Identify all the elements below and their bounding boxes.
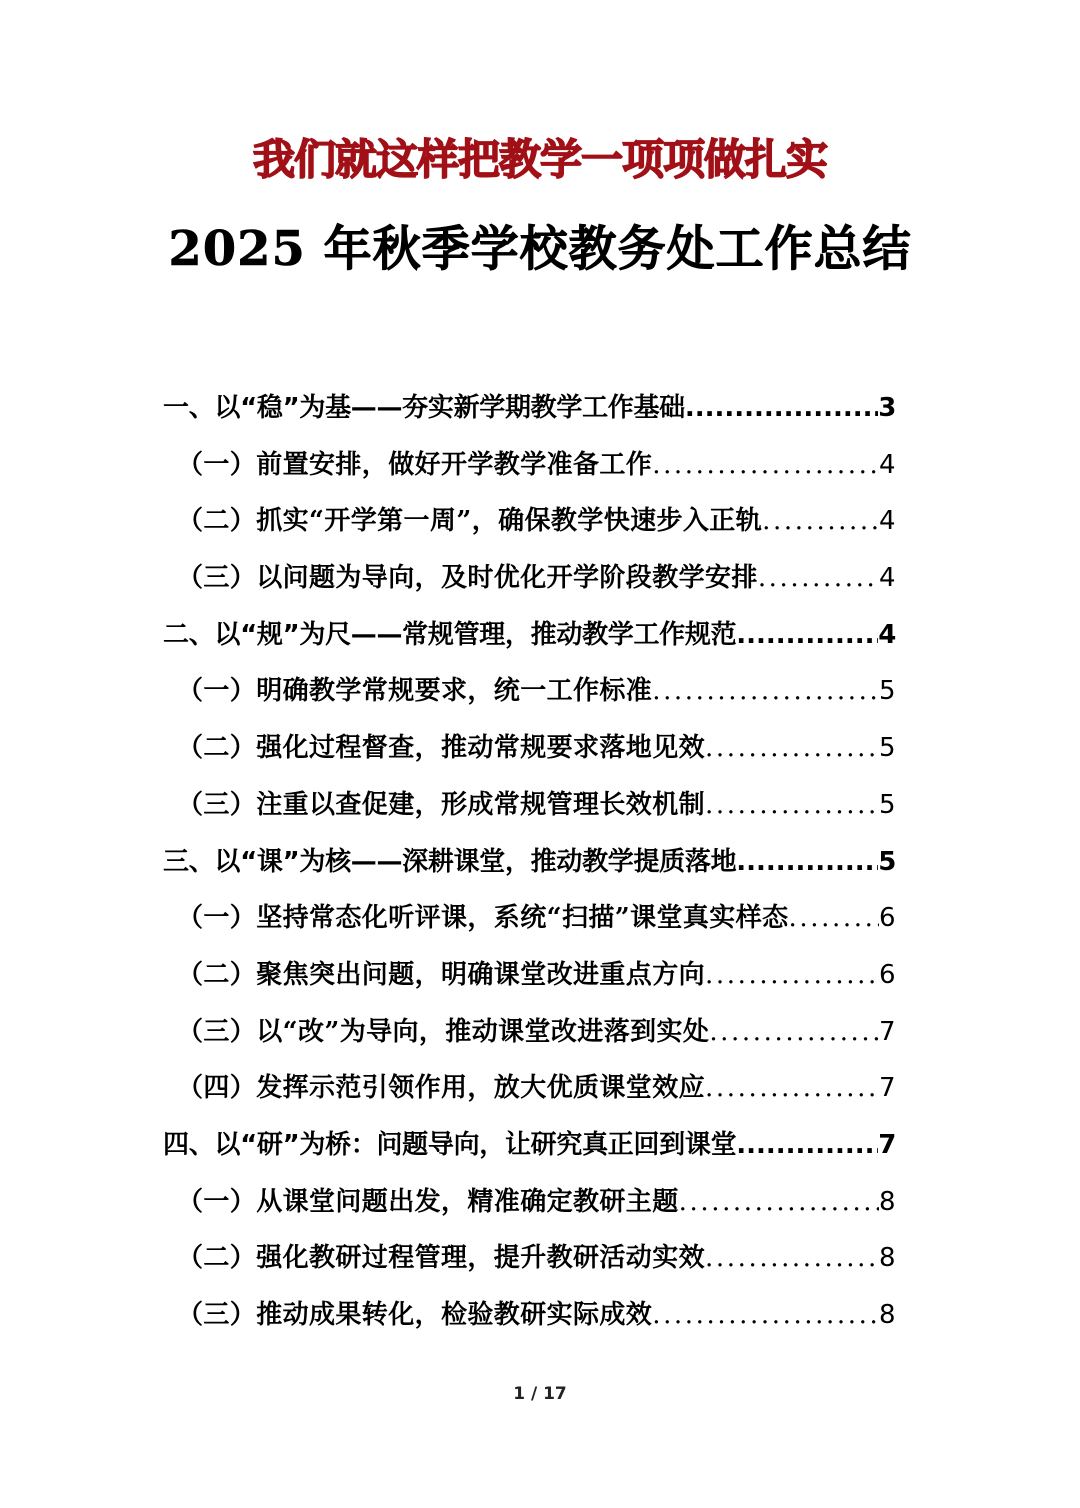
- toc-page-number: 4: [879, 563, 896, 594]
- toc-dot-leader: [758, 550, 879, 607]
- toc-entry[interactable]: [163, 1230, 896, 1287]
- toc-entry-text: （二）抓实“开学第一周”，确保教学快速步入正轨: [177, 506, 763, 537]
- toc-entry[interactable]: [163, 947, 896, 1004]
- toc-page-number: 4: [879, 449, 896, 480]
- toc-entry-text: （一）明确教学常规要求，统一工作标准: [177, 676, 653, 707]
- toc-entry[interactable]: [163, 607, 896, 664]
- toc-page-number: 5: [878, 846, 896, 877]
- toc-entry-text: 四、以“研”为桥：问题导向，让研究真正回到课堂: [163, 1129, 737, 1160]
- toc-dot-leader: [652, 437, 879, 494]
- toc-entry[interactable]: [163, 550, 896, 607]
- document-title: 2025 年秋季学校教务处工作总结: [168, 221, 912, 277]
- toc-dot-leader: [652, 1287, 879, 1344]
- toc-entry-text: 二、以“规”为尺——常规管理，推动教学工作规范: [163, 619, 737, 650]
- toc-page-number: 4: [878, 619, 896, 650]
- toc-page-number: 6: [879, 959, 896, 990]
- toc-entry[interactable]: [163, 1117, 896, 1174]
- table-of-contents: [163, 380, 896, 1344]
- toc-page-number: 5: [879, 733, 896, 764]
- toc-entry-text: （四）发挥示范引领作用，放大优质课堂效应: [177, 1073, 706, 1104]
- toc-page-number: 8: [879, 1186, 896, 1217]
- toc-entry-text: （二）强化教研过程管理，提升教研活动实效: [177, 1243, 706, 1274]
- page-indicator: 1 / 17: [513, 1384, 567, 1404]
- toc-entry[interactable]: [163, 890, 896, 947]
- toc-dot-leader: [705, 1060, 879, 1117]
- toc-page-number: 7: [879, 1016, 896, 1047]
- toc-page-number: 5: [879, 789, 896, 820]
- toc-dot-leader: [705, 1230, 879, 1287]
- toc-entry[interactable]: [163, 834, 896, 891]
- toc-dot-leader: [652, 663, 879, 720]
- toc-dot-leader: [705, 947, 879, 1004]
- toc-entry[interactable]: [163, 777, 896, 834]
- toc-dot-leader: [679, 1174, 879, 1231]
- toc-entry-text: （二）强化过程督查，推动常规要求落地见效: [177, 733, 706, 764]
- toc-dot-leader: [736, 834, 878, 891]
- toc-entry-text: （一）从课堂问题出发，精准确定教研主题: [177, 1186, 679, 1217]
- toc-entry[interactable]: [163, 1287, 896, 1344]
- toc-page-number: 5: [879, 676, 896, 707]
- toc-dot-leader: [685, 380, 878, 437]
- toc-dot-leader: [709, 1004, 879, 1061]
- toc-page-number: 8: [879, 1243, 896, 1274]
- toc-entry[interactable]: [163, 720, 896, 777]
- toc-page-number: 7: [879, 1073, 896, 1104]
- toc-entry-text: （一）前置安排，做好开学教学准备工作: [177, 449, 653, 480]
- toc-page-number: 8: [879, 1300, 896, 1330]
- toc-dot-leader: [736, 1117, 878, 1174]
- toc-dot-leader: [762, 493, 879, 550]
- toc-page-number: 7: [878, 1129, 896, 1160]
- toc-entry-text: （三）注重以查促建，形成常规管理长效机制: [177, 789, 706, 820]
- toc-entry[interactable]: [163, 1174, 896, 1231]
- toc-dot-leader: [705, 777, 879, 834]
- toc-page-number: 4: [879, 506, 896, 537]
- toc-dot-leader: [705, 720, 879, 777]
- toc-entry-text: 三、以“课”为核——深耕课堂，推动教学提质落地: [163, 846, 737, 877]
- toc-entry[interactable]: [163, 493, 896, 550]
- document-subtitle: 我们就这样把教学一项项做扎实: [252, 135, 827, 184]
- toc-entry[interactable]: [163, 1060, 896, 1117]
- toc-entry-text: （二）聚焦突出问题，明确课堂改进重点方向: [177, 959, 706, 990]
- toc-entry-text: （一）坚持常态化听评课，系统“扫描”课堂真实样态: [177, 903, 789, 934]
- toc-entry[interactable]: [163, 437, 896, 494]
- toc-entry[interactable]: [163, 1004, 896, 1061]
- toc-entry-text: （三）推动成果转化，检验教研实际成效: [177, 1300, 653, 1330]
- toc-dot-leader: [789, 890, 880, 947]
- toc-entry[interactable]: [163, 380, 896, 437]
- toc-dot-leader: [736, 607, 878, 664]
- toc-page-number: 3: [878, 393, 896, 423]
- toc-page-number: 6: [879, 903, 896, 934]
- toc-entry-text: （三）以问题为导向，及时优化开学阶段教学安排: [177, 563, 758, 594]
- toc-entry[interactable]: [163, 663, 896, 720]
- toc-entry-text: 一、以“稳”为基——夯实新学期教学工作基础: [163, 393, 685, 423]
- toc-entry-text: （三）以“改”为导向，推动课堂改进落到实处: [177, 1016, 710, 1047]
